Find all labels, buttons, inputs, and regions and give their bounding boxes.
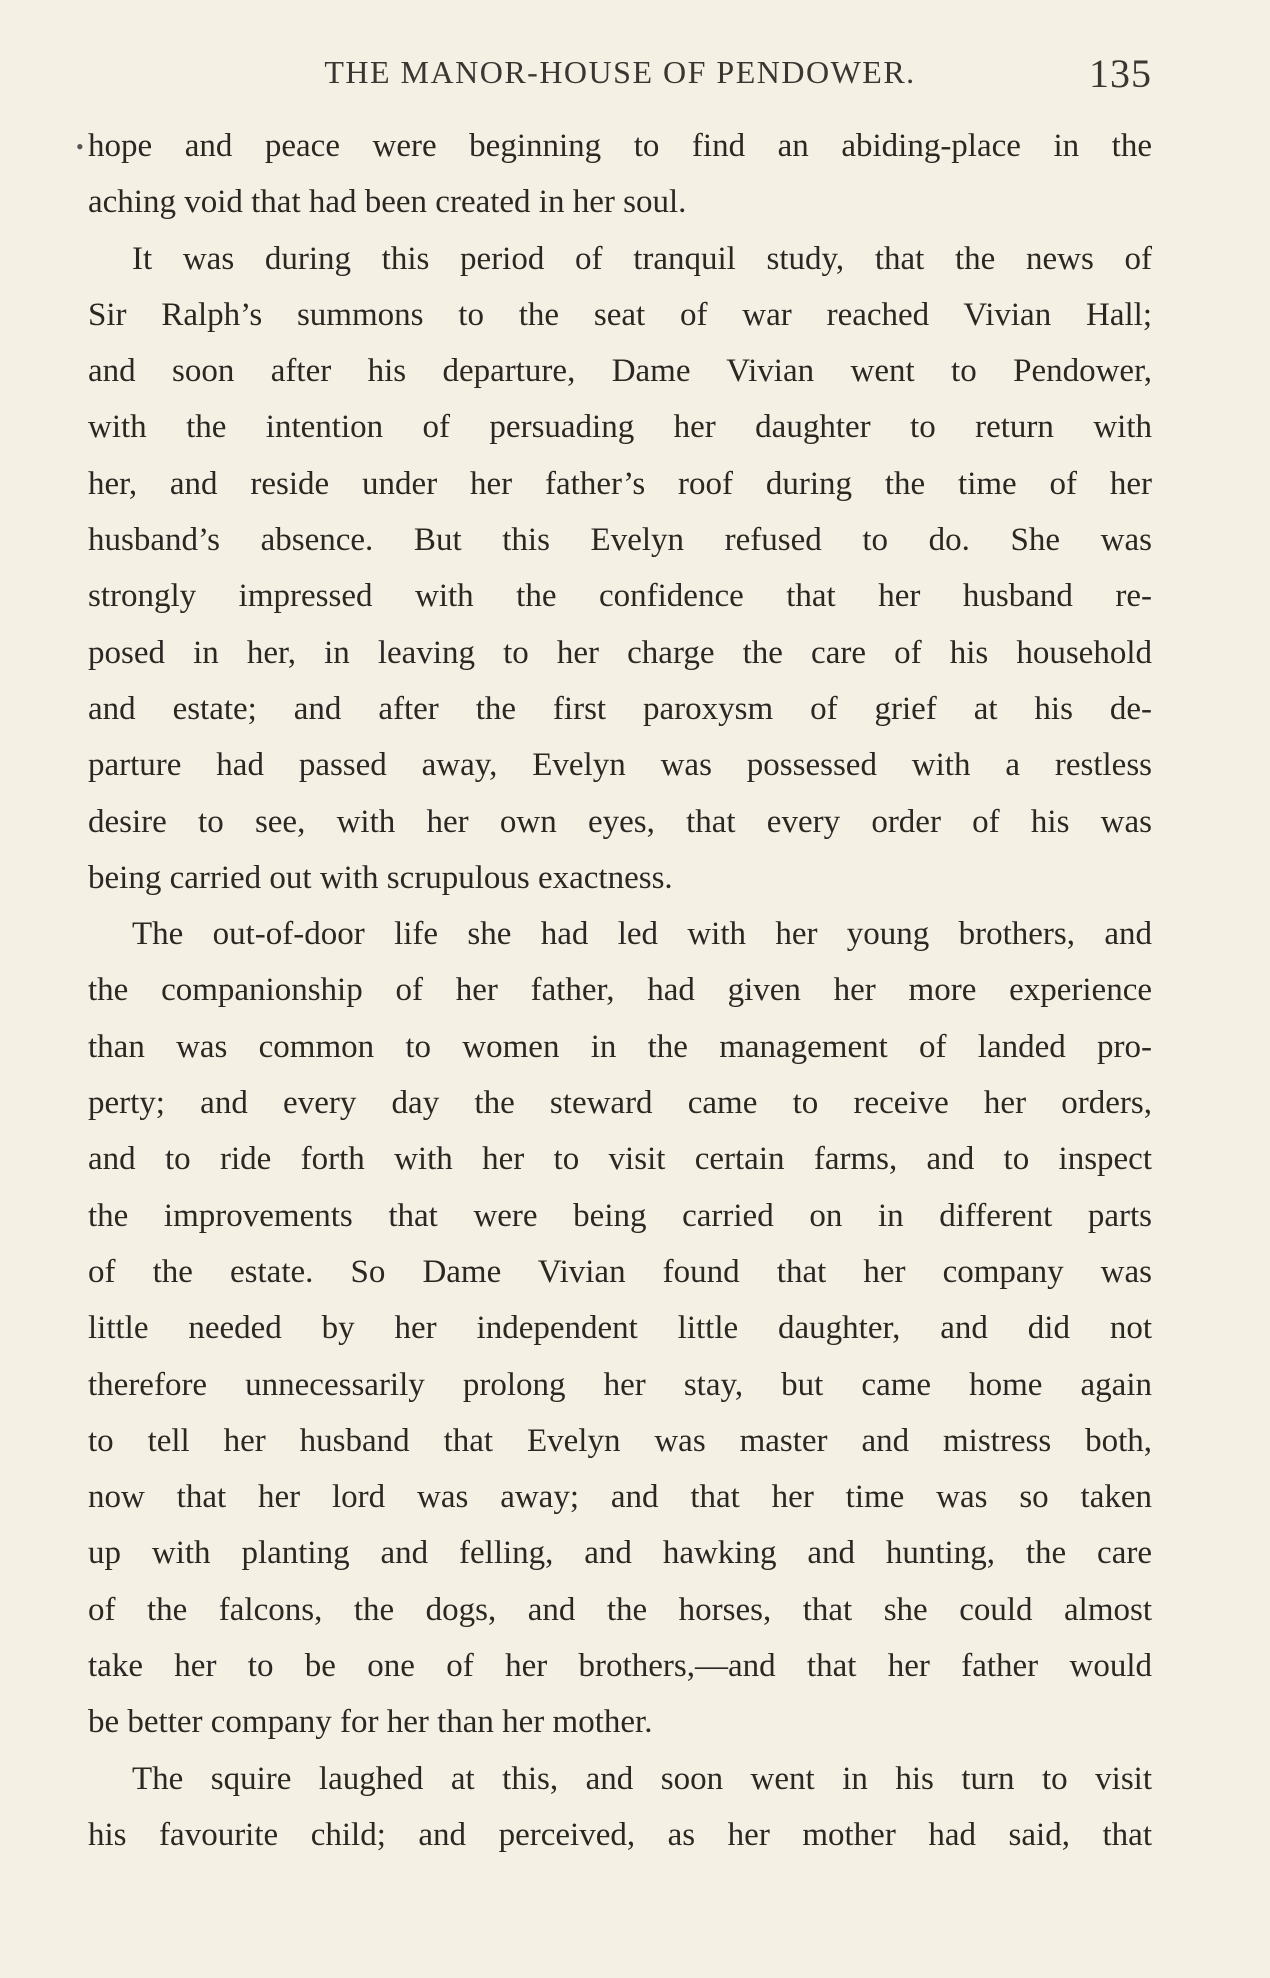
text-line: The squire laughed at this, and soon went in his turn to visit	[132, 1760, 1152, 1797]
text-line: up with planting and felling, and hawking and hunting, the care	[88, 1535, 1152, 1572]
text-line: aching void that had been created in her soul.	[88, 184, 687, 221]
text-line: Sir Ralph’s summons to the seat of war reached Vivian Hall;	[88, 296, 1152, 333]
body-text	[88, 118, 1152, 1863]
text-line: hope and peace were beginning to find an abiding-place in the	[88, 128, 1152, 164]
text-line: strongly impressed with the confidence that her husband re-	[88, 578, 1152, 615]
text-line: now that her lord was away; and that her time was so taken	[88, 1479, 1152, 1516]
text-line: the companionship of her father, had given her more experience	[88, 972, 1152, 1009]
text-line: take her to be one of her brothers,—and that her father would	[88, 1648, 1152, 1685]
page-number: 135	[1089, 51, 1152, 96]
margin-mark: •	[76, 134, 84, 159]
text-line: of the falcons, the dogs, and the horses, that she could almost	[88, 1591, 1152, 1628]
text-line: The out-of-door life she had led with her young brothers, and	[132, 916, 1152, 953]
text-line: of the estate. So Dame Vivian found that her company was	[88, 1253, 1152, 1290]
text-line: and to ride forth with her to visit certain farms, and to inspect	[88, 1141, 1152, 1178]
text-line: the improvements that were being carried on in different parts	[88, 1197, 1152, 1234]
text-line: being carried out with scrupulous exactness.	[88, 859, 673, 896]
paragraph-2	[88, 231, 1152, 907]
text-line: desire to see, with her own eyes, that every order of his was	[88, 803, 1152, 840]
text-line: with the intention of persuading her daughter to return with	[88, 409, 1152, 446]
text-line: It was during this period of tranquil study, that the news of	[132, 240, 1152, 277]
text-line: little needed by her independent little daughter, and did not	[88, 1310, 1152, 1347]
paragraph-3	[88, 906, 1152, 1750]
paragraph-1	[88, 118, 1152, 231]
text-line: be better company for her than her mother.	[88, 1704, 653, 1741]
text-line: posed in her, in leaving to her charge the care of his household	[88, 634, 1152, 671]
text-line: therefore unnecessarily prolong her stay, but came home again	[88, 1366, 1152, 1403]
text-line: his favourite child; and perceived, as her mother had said, that	[88, 1816, 1152, 1853]
text-line: husband’s absence. But this Evelyn refused to do. She was	[88, 522, 1152, 559]
text-line: to tell her husband that Evelyn was master and mistress both,	[88, 1422, 1152, 1459]
text-line: perty; and every day the steward came to receive her orders,	[88, 1085, 1152, 1122]
text-line: and soon after his departure, Dame Vivian went to Pendower,	[88, 353, 1152, 390]
text-line: parture had passed away, Evelyn was possessed with a restless	[88, 747, 1152, 784]
running-title: THE MANOR-HOUSE OF PENDOWER.	[324, 54, 916, 90]
text-line: and estate; and after the first paroxysm of grief at his de-	[88, 690, 1152, 727]
text-line: her, and reside under her father’s roof during the time of her	[88, 465, 1152, 502]
text-line: than was common to women in the management of landed pro-	[88, 1028, 1152, 1065]
paragraph-4	[88, 1751, 1152, 1864]
running-head	[88, 42, 1152, 102]
